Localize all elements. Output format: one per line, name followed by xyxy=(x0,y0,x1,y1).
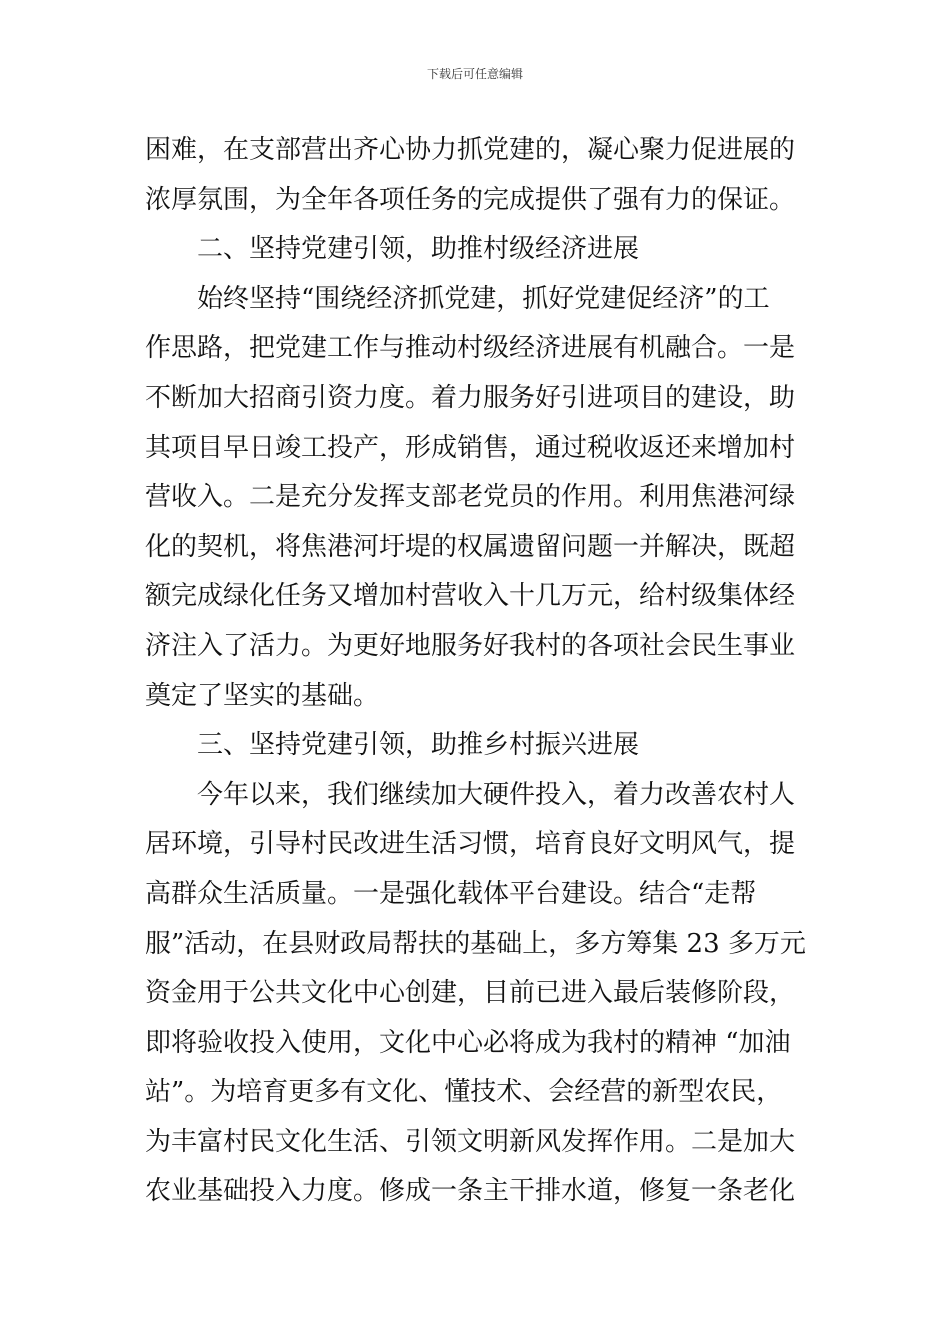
text-line: 作思路，把党建工作与推动村级经济进展有机融合。一是 xyxy=(145,333,796,364)
text-line: 为丰富村民文化生活、引领文明新风发挥作用。二是加大 xyxy=(145,1126,796,1157)
text-line: 站”。为培育更多有文化、懂技术、会经营的新型农民， xyxy=(145,1077,783,1108)
document-body xyxy=(145,126,809,1217)
section-heading: 三、坚持党建引领，助推乡村振兴进展 xyxy=(197,730,640,761)
text-line: 奠定了坚实的基础。 xyxy=(145,680,380,711)
section-heading: 二、坚持党建引领，助推村级经济进展 xyxy=(197,234,640,265)
text-line: 不断加大招商引资力度。着力服务好引进项目的建设，助 xyxy=(145,382,796,413)
text-line: 高群众生活质量。一是强化载体平台建设。结合“走帮 xyxy=(145,878,757,909)
text-line: 困难，在支部营出齐心协力抓党建的，凝心聚力促进展的 xyxy=(145,135,796,165)
text-line: 浓厚氛围，为全年各项任务的完成提供了强有力的保证。 xyxy=(145,184,796,215)
text-line: 额完成绿化任务又增加村营收入十几万元，给村级集体经 xyxy=(145,581,796,612)
text-line: 服”活动，在县财政局帮扶的基础上，多方筹集 23 多万元 xyxy=(145,928,806,959)
text-line: 营收入。二是充分发挥支部老党员的作用。利用焦港河绿 xyxy=(145,482,796,513)
text-line: 即将验收投入使用，文化中心必将成为我村的精神 “加油 xyxy=(145,1027,791,1058)
text-line: 居环境，引导村民改进生活习惯，培育良好文明风气，提 xyxy=(145,829,796,860)
page-header-note: 下载后可任意编辑 xyxy=(426,67,523,81)
text-line: 农业基础投入力度。修成一条主干排水道，修复一条老化 xyxy=(145,1176,796,1207)
text-line: 资金用于公共文化中心创建，目前已进入最后装修阶段， xyxy=(145,978,796,1009)
text-line: 化的契机，将焦港河圩堤的权属遗留问题一并解决，既超 xyxy=(145,531,796,562)
text-line: 其项目早日竣工投产，形成销售，通过税收返还来增加村 xyxy=(145,432,796,463)
text-line: 始终坚持“围绕经济抓党建，抓好党建促经济”的工 xyxy=(197,283,770,314)
text-line: 济注入了活力。为更好地服务好我村的各项社会民生事业 xyxy=(145,630,796,661)
text-line: 今年以来，我们继续加大硬件投入，着力改善农村人 xyxy=(197,779,796,810)
